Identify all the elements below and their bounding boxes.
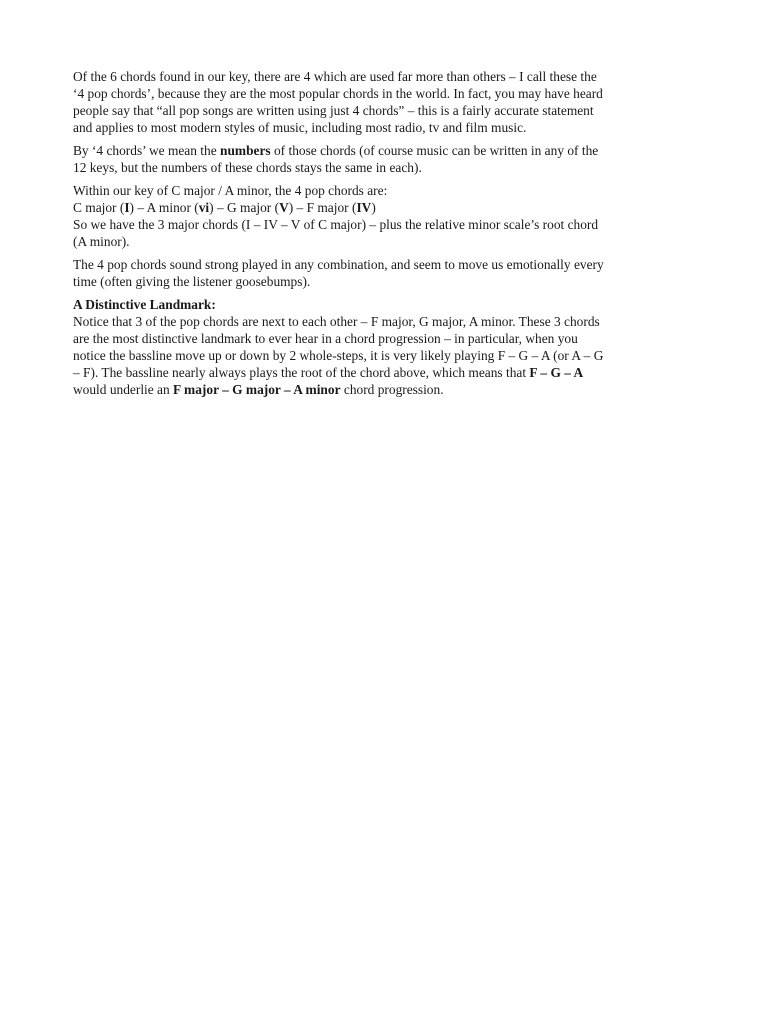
text-run: of those chords (of course music can be written in any of the	[270, 143, 599, 158]
paragraph-emotion	[73, 256, 695, 290]
roman-numeral: I	[124, 200, 130, 215]
text-run: By ‘4 chords’ we mean the	[73, 143, 221, 158]
paragraph-pop-chords	[73, 182, 695, 250]
paragraph-intro	[73, 68, 695, 136]
roman-numeral: vi	[198, 200, 210, 215]
text-line: people say that “all pop songs are written using just 4 chords” – this is a fairly accurate statement	[73, 103, 594, 118]
paragraph-landmark	[73, 296, 695, 398]
paragraph-numbers	[73, 142, 695, 176]
roman-numeral: IV	[356, 200, 372, 215]
text-line	[73, 381, 695, 398]
text-line: notice the bassline move up or down by 2 whole-steps, it is very likely playing F – G – A (or A – G	[73, 348, 604, 363]
text-run: ) – F major (	[288, 200, 357, 215]
text-line: 12 keys, but the numbers of these chords stays the same in each).	[73, 160, 422, 175]
text-run: C major (	[73, 200, 125, 215]
document-page	[73, 68, 695, 404]
text-line: time (often giving the listener goosebumps).	[73, 274, 311, 289]
text-line: (A minor).	[73, 234, 130, 249]
text-run: chord progression.	[340, 382, 444, 397]
bold-term: F major – G major – A minor	[173, 382, 341, 397]
text-run: – F). The bassline nearly always plays the root of the chord above, which means that	[73, 365, 530, 380]
text-line: Within our key of C major / A minor, the 4 pop chords are:	[73, 183, 388, 198]
section-heading: A Distinctive Landmark:	[73, 297, 216, 312]
text-line: Of the 6 chords found in our key, there are 4 which are used far more than others – I call these the	[73, 69, 597, 84]
bold-term: numbers	[220, 143, 271, 158]
text-line	[73, 364, 695, 381]
chord-progression-line	[73, 199, 695, 216]
text-run: would underlie an	[73, 382, 174, 397]
text-line: The 4 pop chords sound strong played in any combination, and seem to move us emotionally every	[73, 257, 604, 272]
text-line: are the most distinctive landmark to ever hear in a chord progression – in particular, when you	[73, 331, 578, 346]
bold-term: F – G – A	[529, 365, 584, 380]
text-run: )	[371, 200, 376, 215]
text-line: So we have the 3 major chords (I – IV – V of C major) – plus the relative minor scale’s root chord	[73, 217, 599, 232]
roman-numeral: V	[279, 200, 289, 215]
text-line: ‘4 pop chords’, because they are the most popular chords in the world. In fact, you may have heard	[73, 86, 603, 101]
text-line	[73, 142, 695, 159]
text-line: Notice that 3 of the pop chords are next to each other – F major, G major, A minor. These 3 chords	[73, 314, 600, 329]
text-run: ) – A minor (	[129, 200, 199, 215]
text-run: ) – G major (	[209, 200, 280, 215]
text-line: and applies to most modern styles of music, including most radio, tv and film music.	[73, 120, 527, 135]
